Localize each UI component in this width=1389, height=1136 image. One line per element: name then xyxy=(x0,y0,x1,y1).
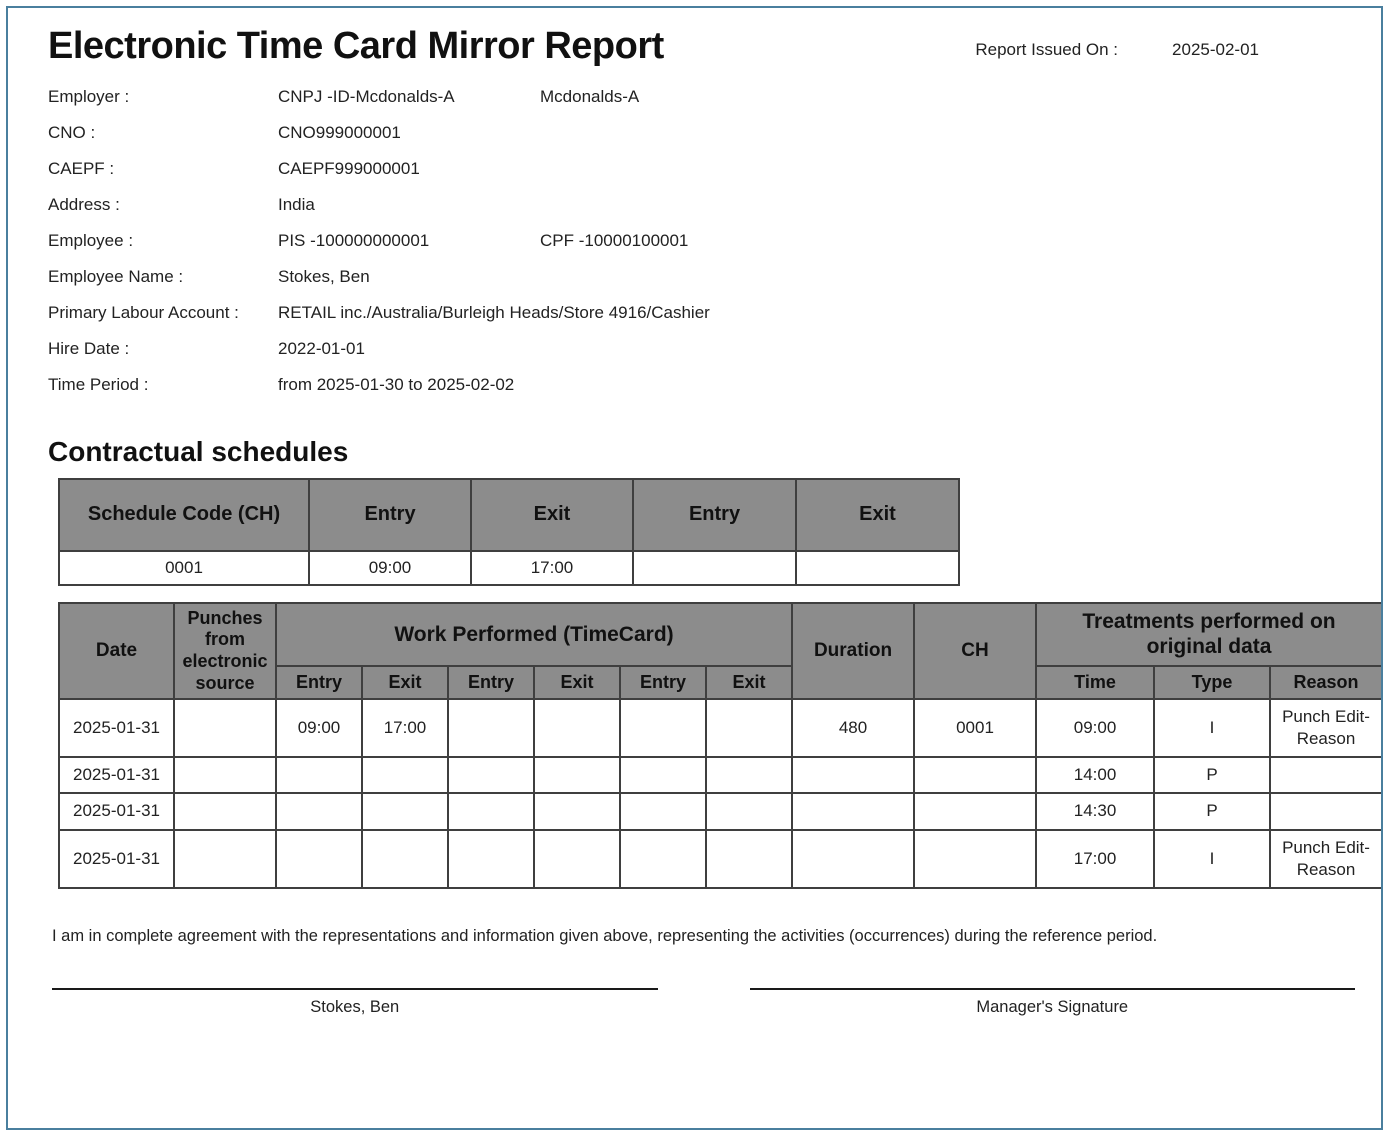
agreement-statement: I am in complete agreement with the representations and information given above, representing the activities (occurrences) during the reference period. xyxy=(52,926,1158,945)
cell-date: 2025-01-31 xyxy=(59,699,174,757)
report-frame xyxy=(6,6,1383,1130)
meta-row-cno xyxy=(48,122,1355,158)
cell-entry-3 xyxy=(620,699,706,757)
cell-entry-3 xyxy=(620,793,706,829)
meta-row-time-period xyxy=(48,374,1355,410)
timecard-table xyxy=(58,602,1383,889)
cell-entry-1: 09:00 xyxy=(309,551,471,585)
meta-value: 2022-01-01 xyxy=(278,338,365,358)
issued-on-date: 2025-02-01 xyxy=(1172,40,1259,59)
meta-value: CNO999000001 xyxy=(278,122,401,142)
col-treatment-type: Type xyxy=(1154,666,1270,699)
meta-value: RETAIL inc./Australia/Burleigh Heads/Store 4916/Cashier xyxy=(278,302,710,322)
col-exit-3: Exit xyxy=(706,666,792,699)
cell-exit-3 xyxy=(706,699,792,757)
cell-exit-2 xyxy=(534,830,620,888)
signature-row xyxy=(52,988,1355,1017)
col-entry-1: Entry xyxy=(276,666,362,699)
cell-entry-3 xyxy=(620,830,706,888)
meta-value: from 2025-01-30 to 2025-02-02 xyxy=(278,374,515,394)
col-entry-1: Entry xyxy=(309,479,471,551)
meta-label: Address : xyxy=(48,194,120,214)
cell-date: 2025-01-31 xyxy=(59,830,174,888)
table-row xyxy=(59,757,1382,793)
meta-value-secondary: Mcdonalds-A xyxy=(540,86,640,106)
cell-exit-2 xyxy=(796,551,959,585)
col-treatment-reason: Reason xyxy=(1270,666,1382,699)
cell-exit-2 xyxy=(534,757,620,793)
cell-treatment-time: 14:30 xyxy=(1036,793,1154,829)
meta-row-primary-labour-account xyxy=(48,302,1355,338)
cell-schedule-code: 0001 xyxy=(59,551,309,585)
employee-meta xyxy=(48,86,1355,410)
col-treatments-performed: Treatments performed on original data xyxy=(1036,603,1382,666)
employee-signature-block xyxy=(52,988,658,1017)
issued-on-label: Report Issued On : xyxy=(975,40,1119,59)
col-date: Date xyxy=(59,603,174,699)
meta-value-secondary: CPF -10000100001 xyxy=(540,230,689,250)
cell-duration xyxy=(792,830,914,888)
meta-row-employer xyxy=(48,86,1355,122)
cell-exit-1 xyxy=(362,793,448,829)
cell-exit-3 xyxy=(706,757,792,793)
col-entry-2: Entry xyxy=(633,479,796,551)
cell-punches xyxy=(174,757,276,793)
issued-on-block xyxy=(975,40,1259,60)
col-entry-2: Entry xyxy=(448,666,534,699)
cell-punches xyxy=(174,830,276,888)
meta-row-employee-name xyxy=(48,266,1355,302)
table-row xyxy=(59,830,1382,888)
employee-signature-label: Stokes, Ben xyxy=(310,997,400,1016)
cell-entry-2 xyxy=(633,551,796,585)
meta-label: Employer : xyxy=(48,86,130,106)
cell-entry-1 xyxy=(276,830,362,888)
col-exit-1: Exit xyxy=(471,479,633,551)
contractual-schedules-table xyxy=(58,478,960,586)
col-schedule-code: Schedule Code (CH) xyxy=(59,479,309,551)
col-exit-1: Exit xyxy=(362,666,448,699)
cell-date: 2025-01-31 xyxy=(59,757,174,793)
meta-row-employee xyxy=(48,230,1355,266)
col-ch: CH xyxy=(914,603,1036,699)
meta-value: CAEPF999000001 xyxy=(278,158,420,178)
cell-ch xyxy=(914,757,1036,793)
cell-duration xyxy=(792,757,914,793)
report-header xyxy=(34,18,1355,68)
cell-treatment-time: 14:00 xyxy=(1036,757,1154,793)
cell-entry-2 xyxy=(448,699,534,757)
page-title: Electronic Time Card Mirror Report xyxy=(48,25,664,67)
meta-label: Time Period : xyxy=(48,374,149,394)
meta-row-address xyxy=(48,194,1355,230)
col-exit-2: Exit xyxy=(534,666,620,699)
meta-value: CNPJ -ID-Mcdonalds-A xyxy=(278,86,455,106)
section-title-contractual-schedules: Contractual schedules xyxy=(48,435,349,467)
cell-entry-2 xyxy=(448,793,534,829)
manager-signature-label: Manager's Signature xyxy=(976,997,1129,1016)
cell-treatment-time: 09:00 xyxy=(1036,699,1154,757)
cell-treatment-type: I xyxy=(1154,830,1270,888)
meta-label: CNO : xyxy=(48,122,96,142)
cell-entry-2 xyxy=(448,830,534,888)
col-exit-2: Exit xyxy=(796,479,959,551)
meta-label: Employee Name : xyxy=(48,266,184,286)
cell-date: 2025-01-31 xyxy=(59,793,174,829)
cell-treatment-time: 17:00 xyxy=(1036,830,1154,888)
cell-exit-3 xyxy=(706,830,792,888)
cell-treatment-type: P xyxy=(1154,757,1270,793)
cell-treatment-type: P xyxy=(1154,793,1270,829)
col-entry-3: Entry xyxy=(620,666,706,699)
cell-entry-2 xyxy=(448,757,534,793)
cell-ch xyxy=(914,830,1036,888)
cell-treatment-reason: Punch Edit-Reason xyxy=(1270,830,1382,888)
cell-exit-1: 17:00 xyxy=(362,699,448,757)
meta-label: Primary Labour Account : xyxy=(48,302,239,322)
table-row xyxy=(59,551,959,585)
cell-treatment-type: I xyxy=(1154,699,1270,757)
cell-entry-3 xyxy=(620,757,706,793)
cell-exit-3 xyxy=(706,793,792,829)
cell-punches xyxy=(174,793,276,829)
meta-value: India xyxy=(278,194,315,214)
meta-label: CAEPF : xyxy=(48,158,115,178)
timecard-table-wrapper xyxy=(58,602,1370,889)
meta-row-hire-date xyxy=(48,338,1355,374)
cell-exit-2 xyxy=(534,793,620,829)
cell-ch: 0001 xyxy=(914,699,1036,757)
cell-treatment-reason xyxy=(1270,757,1382,793)
cell-entry-1 xyxy=(276,793,362,829)
cell-duration xyxy=(792,793,914,829)
cell-punches xyxy=(174,699,276,757)
col-work-performed: Work Performed (TimeCard) xyxy=(276,603,792,666)
cell-entry-1: 09:00 xyxy=(276,699,362,757)
cell-exit-1: 17:00 xyxy=(471,551,633,585)
meta-value: PIS -100000000001 xyxy=(278,230,430,250)
meta-value: Stokes, Ben xyxy=(278,266,370,286)
col-punches-electronic-source: Punches from electronic source xyxy=(174,603,276,699)
cell-treatment-reason xyxy=(1270,793,1382,829)
cell-entry-1 xyxy=(276,757,362,793)
table-row xyxy=(59,793,1382,829)
manager-signature-block xyxy=(750,988,1356,1017)
table-row xyxy=(59,699,1382,757)
meta-label: Hire Date : xyxy=(48,338,130,358)
meta-label: Employee : xyxy=(48,230,134,250)
cell-exit-2 xyxy=(534,699,620,757)
cell-treatment-reason: Punch Edit-Reason xyxy=(1270,699,1382,757)
meta-row-caepf xyxy=(48,158,1355,194)
table-header-row xyxy=(59,479,959,551)
cell-duration: 480 xyxy=(792,699,914,757)
col-treatment-time: Time xyxy=(1036,666,1154,699)
cell-exit-1 xyxy=(362,757,448,793)
cell-exit-1 xyxy=(362,830,448,888)
table-header-row-top xyxy=(59,603,1382,666)
col-duration: Duration xyxy=(792,603,914,699)
cell-ch xyxy=(914,793,1036,829)
